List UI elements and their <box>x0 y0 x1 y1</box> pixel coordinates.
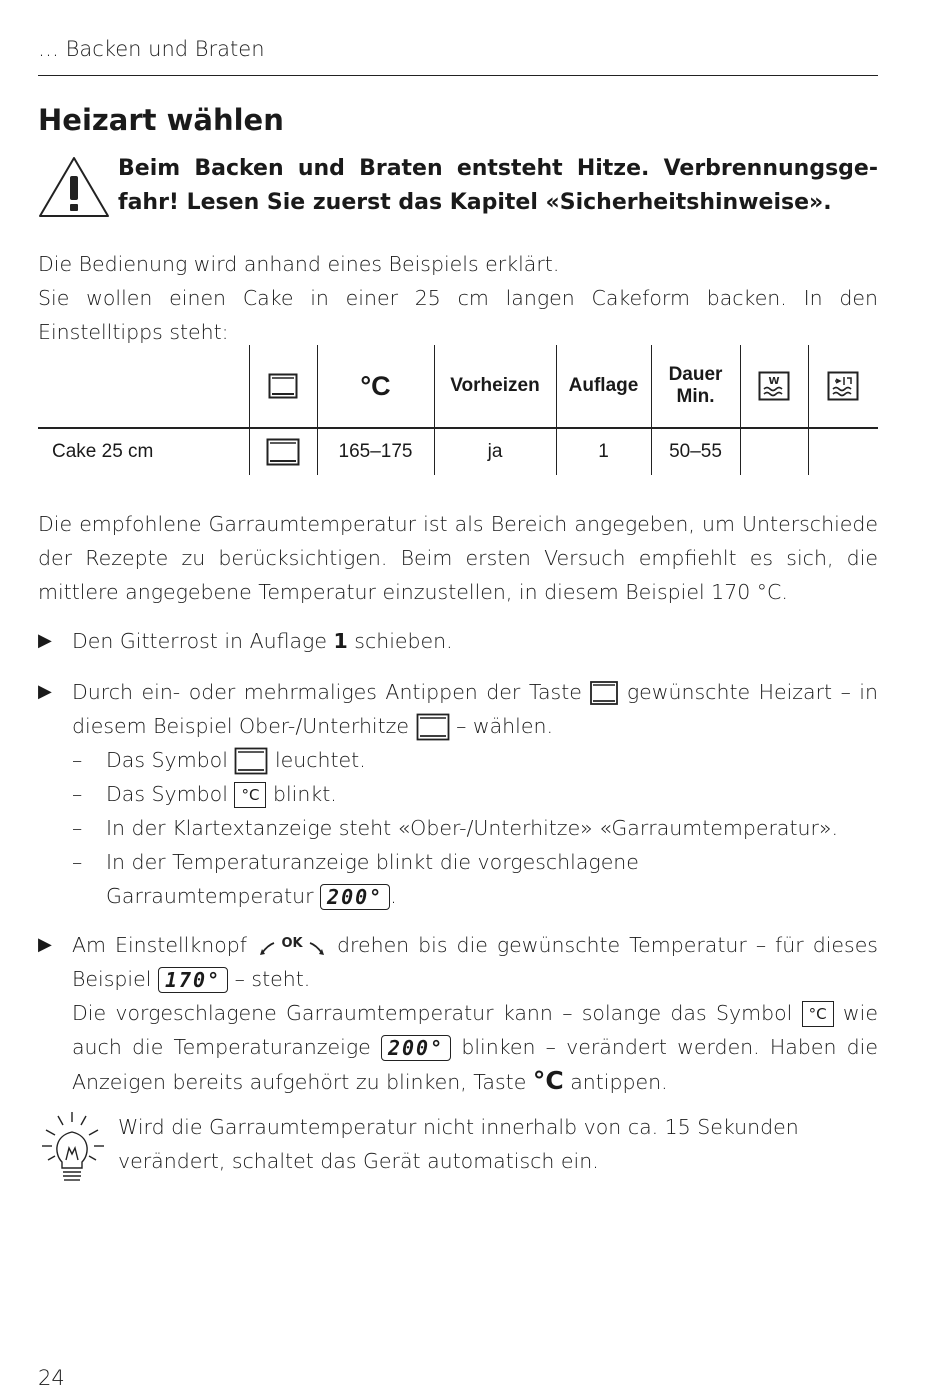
steam-timer-icon <box>827 371 859 401</box>
sub4-end: . <box>390 884 397 908</box>
step3-para-a: Die vorgeschlagene Garraumtemperatur kann – solange das Symbol <box>72 1001 802 1025</box>
intro-line-2: Sie wollen einen Cake in einer 25 cm langen Cakeform backen. In den Einstelltipps steht: <box>38 286 878 344</box>
cell-temperature: 165–175 <box>317 428 434 475</box>
page-heading: Heizart wählen <box>38 103 284 137</box>
knob-rotate-icon <box>256 933 328 959</box>
intro-line-1: Die Bedienung wird anhand eines Beispiels erklärt. <box>38 252 560 276</box>
cell-duration: 50–55 <box>651 428 740 475</box>
page-number: 24 <box>38 1366 65 1390</box>
bullet-arrow-icon: ▶ <box>38 630 52 651</box>
step3-paragraph <box>72 996 878 1099</box>
sub1-text-b: leuchtet. <box>268 748 366 772</box>
bullet-arrow-icon: ▶ <box>38 934 52 955</box>
sub1-text-a: Das Symbol <box>106 748 235 772</box>
step3-text-c: – steht. <box>228 967 311 991</box>
step2-text-b: gewünschte Heizart – in diesem Beispiel Ober-/Unterhitze <box>72 680 879 738</box>
cell-dish: Cake 25 cm <box>52 441 154 462</box>
water-w-icon <box>758 371 790 401</box>
temperature-display: 170° <box>158 967 228 993</box>
table-row <box>38 428 878 475</box>
bullet-arrow-icon: ▶ <box>38 681 52 702</box>
degree-symbol: °C <box>802 1001 834 1027</box>
duration-header-line2: Min. <box>676 386 715 407</box>
step-2 <box>38 675 878 913</box>
cell-water <box>740 428 808 475</box>
degree-header-label: °C <box>360 370 391 401</box>
step1-level: 1 <box>333 629 348 653</box>
header-divider <box>38 75 878 76</box>
svg-text:W: W <box>768 376 780 387</box>
temperature-display: 200° <box>381 1035 451 1061</box>
lightbulb-tip-icon <box>38 1110 110 1186</box>
tip-text: Wird die Garraumtemperatur nicht innerhalb von ca. 15 Sekunden verändert, schaltet das Gerät automatisch ein. <box>118 1115 799 1173</box>
header-temperature <box>317 345 434 428</box>
header-steam-icon <box>808 345 878 428</box>
oven-top-bottom-heat-icon <box>266 438 300 466</box>
explanation-paragraph: Die empfohlene Garraumtemperatur ist als Bereich angegeben, um Unterschiede der Rezepte zu berücksichtigen. Beim ersten Versuch empfiehlt es sich, die mittlere angegebene Temperatur einzustellen, in diesem Beispiel 170 °C. <box>38 512 878 604</box>
header-preheat: Vorheizen <box>434 345 556 428</box>
step3-para-c: blinken – verändert werden. Haben die Anzeigen bereits aufgehört zu blinken, Taste <box>72 1035 878 1094</box>
temperature-display: 200° <box>320 884 390 910</box>
step2-text-c: – wählen. <box>449 714 553 738</box>
step1-text-a: Den Gitterrost in Auflage <box>72 629 334 653</box>
degree-symbol: °C <box>234 782 266 808</box>
settings-table <box>38 345 878 475</box>
step2-text-a: Durch ein- oder mehrmaliges Antippen der Taste <box>72 680 591 704</box>
step3-text-a: Am Einstellknopf <box>72 933 256 957</box>
running-title: … Backen und Braten <box>38 37 265 61</box>
header-dish <box>38 345 249 428</box>
header-level: Auflage <box>556 345 651 428</box>
header-water-icon <box>740 345 808 428</box>
oven-top-bottom-heat-icon <box>268 373 298 399</box>
cell-steam <box>808 428 878 475</box>
header-duration <box>651 345 740 428</box>
oven-top-bottom-heat-icon <box>234 747 268 775</box>
degree-key-symbol: °C <box>532 1066 564 1095</box>
cell-level: 1 <box>556 428 651 475</box>
step1-text-b: schieben. <box>347 629 453 653</box>
sub2-text-b: blinkt. <box>266 782 337 806</box>
warning-block <box>38 152 878 220</box>
step-1 <box>38 624 878 658</box>
sub2-text-a: Das Symbol <box>106 782 235 806</box>
step-3 <box>38 928 878 1099</box>
heating-key-icon <box>590 681 618 705</box>
svg-text:OK: OK <box>281 936 303 951</box>
cell-heating-mode <box>249 428 317 475</box>
step2-sub-4: – In der Temperaturanzeige blinkt die vorgeschlagene Garraumtemperatur 200° . <box>72 850 639 909</box>
step3-para-d: antippen. <box>563 1070 668 1094</box>
step2-sub-2: – Das Symbol °C blinkt. <box>72 782 337 806</box>
step3-text-b: drehen bis die gewünschte Temperatur – für dieses Beispiel <box>72 933 878 991</box>
sub4-line-1: In der Temperaturanzeige blinkt die vorgeschlagene <box>106 850 639 874</box>
header-heating-mode <box>249 345 317 428</box>
warning-triangle-icon <box>38 154 110 218</box>
warning-text: Beim Backen und Braten entsteht Hitze. Verbrennungsgefahr! Lesen Sie zuerst das Kapitel «Sicherheitshinweise». <box>118 156 878 215</box>
sub4-line-2: Garraumtemperatur <box>106 884 321 908</box>
duration-header-line1: Dauer <box>668 364 723 385</box>
sub3-text: In der Klartextanzeige steht «Ober-/Unterhitze» «Garraumtemperatur». <box>106 816 839 840</box>
step2-sub-3: – In der Klartextanzeige steht «Ober-/Unterhitze» «Garraumtemperatur». <box>72 816 839 840</box>
cell-preheat: ja <box>434 428 556 475</box>
step3-para-b: wie auch die Temperaturanzeige <box>72 1001 878 1059</box>
oven-top-bottom-heat-icon <box>416 713 450 741</box>
table-header-row <box>38 345 878 428</box>
step2-sub-1: – Das Symbol leuchtet. <box>72 743 878 777</box>
